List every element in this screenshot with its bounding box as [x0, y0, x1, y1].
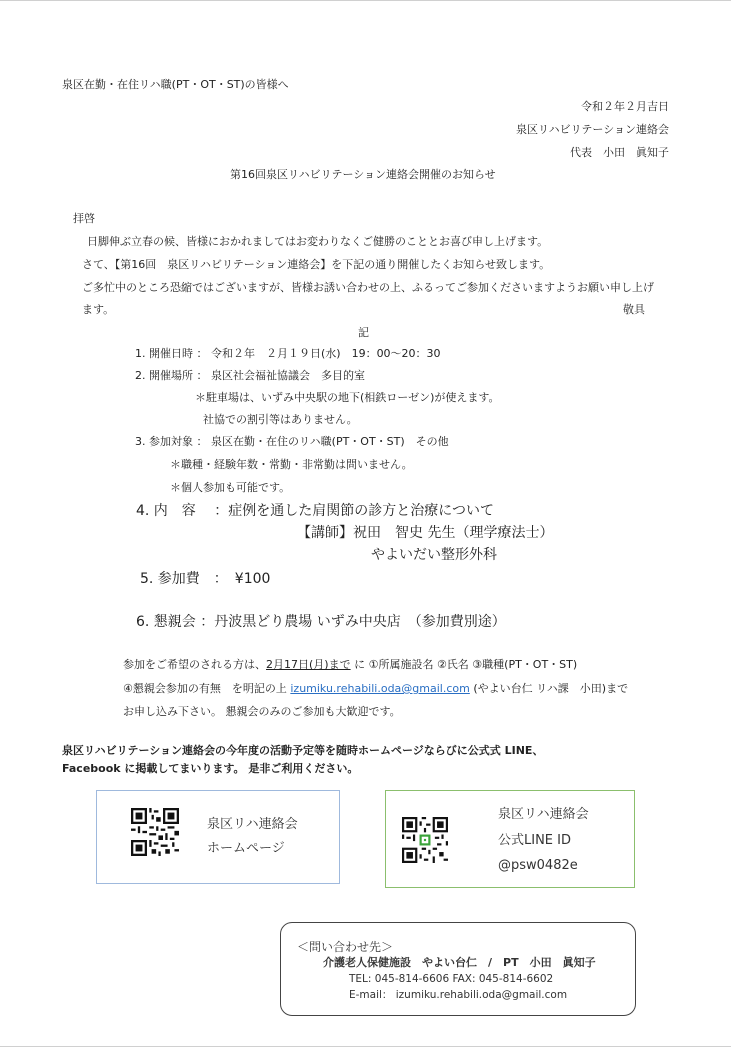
contact-box — [280, 922, 636, 1016]
ki-heading: 記 — [358, 326, 369, 339]
line-box-title: 泉区リハ連絡会 — [498, 807, 589, 822]
homepage-box[interactable] — [96, 790, 340, 884]
sender-representative: 代表 小田 眞知子 — [570, 146, 669, 159]
body-line: 日脚伸ぶ立春の候、皆様におかれましてはお変わりなくご健勝のこととお喜び申し上げます。 — [87, 235, 549, 248]
line-id-value: @psw0482e — [498, 858, 578, 873]
line-box[interactable] — [385, 790, 635, 888]
body-line: ます。 — [82, 303, 115, 316]
item-datetime: 1. 開催日時 ： 令和２年 ２月１９日(水) 19：00～20：30 — [135, 347, 441, 360]
addressee: 泉区在勤・在住リハ職(PT・OT・ST)の皆様へ — [62, 78, 289, 91]
venue-note: ＊駐車場は、いずみ中央駅の地下(相鉄ローゼン)が使えます。 — [195, 391, 500, 404]
apply-line — [123, 658, 577, 672]
letter-date: 令和２年２月吉日 — [581, 100, 669, 113]
contact-organization: 介護老人保健施設 やよい台仁 / PT 小田 眞知子 — [323, 956, 596, 969]
sender-organization: 泉区リハビリテーション連絡会 — [515, 123, 669, 136]
item-target: 3. 参加対象 ： 泉区在勤・在住のリハ職(PT・OT・ST) その他 — [135, 435, 449, 448]
notice-line: 泉区リハビリテーション連絡会の今年度の活動予定等を随時ホームページならびに公式式 LINE、 — [62, 744, 544, 757]
bottom-rule — [0, 1046, 731, 1047]
notice-line: Facebook に掲載してまいります。 是非ご利用ください。 — [62, 762, 359, 775]
homepage-box-title: 泉区リハ連絡会 — [207, 817, 298, 832]
item-content: 4. 内 容 ：症例を通した肩関節の診方と治療について — [136, 503, 494, 519]
apply-deadline: 2月17日(月)まで — [266, 658, 351, 671]
item-fee: 5. 参加費 ： ¥100 — [140, 571, 271, 587]
apply-text: (やよい台仁 リハ課 小田)まで — [469, 682, 629, 695]
apply-text: に ①所属施設名 ②氏名 ③職種(PT・OT・ST) — [350, 658, 578, 671]
item-venue: 2. 開催場所 ： 泉区社会福祉協議会 多目的室 — [135, 369, 365, 382]
lecturer: 【講師】祝田 智史 先生（理学療法士） — [297, 525, 554, 541]
homepage-box-subtitle: ホームページ — [207, 841, 285, 856]
body-line: ご多忙中のところ恐縮ではございますが、皆様お誘い合わせの上、ふるってご参加くださいますようお願い申し上げ — [82, 281, 654, 294]
body-line: さて、【第16回 泉区リハビリテーション連絡会】を下記の通り開催したくお知らせ致します。 — [82, 258, 551, 271]
target-note: ＊職種・経験年数・常勤・非常勤は問いません。 — [170, 458, 413, 471]
lecturer-affiliation: やよいだい整形外科 — [371, 547, 497, 563]
email-link[interactable]: izumiku.rehabili.oda@gmail.com — [290, 682, 470, 695]
apply-text: 参加をご希望のされる方は、 — [123, 658, 266, 671]
apply-text: ④懇親会参加の有無 を明記の上 — [123, 682, 291, 695]
qr-code-icon[interactable] — [402, 817, 448, 863]
venue-note: 社協での割引等はありません。 — [203, 413, 358, 426]
top-rule — [0, 0, 731, 1]
contact-heading: ＜問い合わせ先＞ — [297, 940, 394, 954]
contact-tel-fax: TEL: 045-814-6606 FAX: 045-814-6602 — [349, 973, 554, 985]
letter-subject: 第16回泉区リハビリテーション連絡会開催のお知らせ — [230, 168, 496, 181]
opening-greeting: 拝啓 — [73, 212, 95, 225]
apply-line — [123, 682, 628, 696]
qr-code-icon[interactable] — [131, 808, 179, 856]
closing: 敬具 — [623, 303, 645, 316]
item-party: 6. 懇親会 ：丹波黒どり農場 いずみ中央店 （参加費別途） — [136, 614, 506, 630]
apply-line: お申し込み下さい。 懇親会のみのご参加も大歓迎です。 — [123, 705, 401, 718]
target-note: ＊個人参加も可能です。 — [170, 481, 291, 494]
contact-email[interactable]: E-mail： izumiku.rehabili.oda@gmail.com — [349, 989, 568, 1001]
line-id-label: 公式LINE ID — [498, 833, 571, 848]
